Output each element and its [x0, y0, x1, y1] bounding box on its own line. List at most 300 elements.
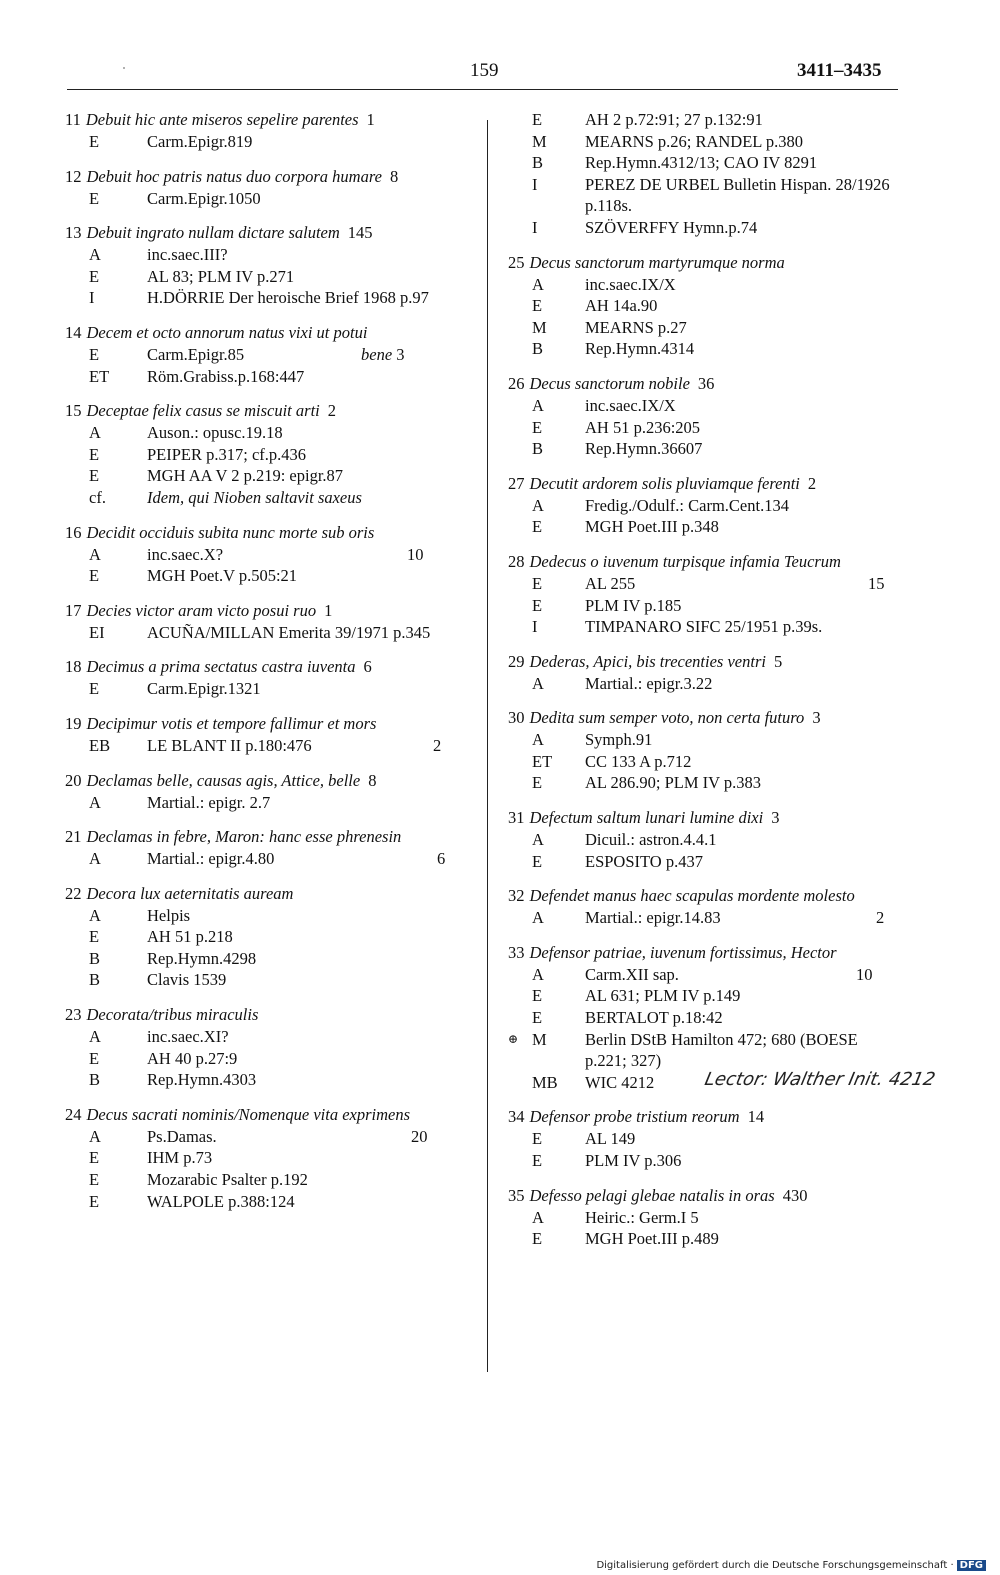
entry-headline	[508, 473, 898, 495]
source-line	[65, 444, 480, 466]
entry-count: 8	[368, 770, 377, 790]
source-code: EI	[89, 622, 105, 642]
source-reference: Rep.Hymn.4298	[147, 948, 257, 968]
entry-incipit: Decorata/tribus miraculis	[86, 1005, 259, 1025]
source-code: ET	[89, 366, 110, 386]
line-count: 2	[876, 908, 885, 928]
source-reference: CC 133 A p.712	[585, 751, 692, 771]
source-line	[65, 678, 480, 700]
source-reference: AL 149	[585, 1129, 636, 1149]
source-code: E	[89, 344, 100, 364]
entry-incipit: Dedecus o iuvenum turpisque infamia Teucrum	[529, 551, 841, 571]
entry-number: 33	[508, 942, 525, 962]
line-count: 6	[437, 849, 446, 869]
source-code: E	[532, 851, 543, 871]
entry-incipit: Debuit hoc patris natus duo corpora humare	[86, 166, 382, 186]
source-reference: MGH AA V 2 p.219: epigr.87	[147, 466, 344, 486]
source-reference: Carm.XII sap.	[585, 964, 679, 984]
entry-count: 8	[389, 166, 399, 186]
source-code: E	[532, 417, 543, 437]
source-code: A	[532, 964, 544, 984]
index-entry	[65, 109, 480, 153]
line-count: 10	[856, 964, 873, 984]
index-entry	[65, 600, 480, 644]
source-code: E	[89, 927, 100, 947]
source-reference: H.DÖRRIE Der heroische Brief 1968 p.97	[147, 288, 429, 308]
source-code: B	[89, 1070, 101, 1090]
source-reference: Helpis	[147, 905, 191, 925]
entry-headline	[65, 166, 480, 188]
source-reference: Mozarabic Psalter p.192	[147, 1170, 308, 1190]
entry-number: 11	[65, 110, 81, 129]
entry-number: 26	[508, 373, 525, 393]
source-line	[508, 595, 898, 617]
source-code: B	[89, 948, 101, 968]
scan-speck	[123, 67, 125, 69]
source-code: E	[89, 266, 100, 286]
source-code: E	[532, 110, 543, 129]
source-code: E	[532, 517, 543, 537]
footer-text: Digitalisierung gefördert durch die Deutsche Forschungsgemeinschaft ·	[596, 1560, 954, 1571]
source-line	[508, 1207, 898, 1229]
source-reference: AL 83; PLM IV p.271	[147, 266, 295, 286]
index-entry	[65, 522, 480, 587]
source-line	[508, 152, 898, 174]
source-line	[65, 244, 480, 266]
entry-headline	[65, 826, 480, 848]
source-line	[65, 1069, 480, 1091]
index-entry	[65, 1004, 480, 1091]
source-reference: Symph.91	[585, 730, 653, 750]
source-code: E	[532, 986, 543, 1006]
entry-incipit: Defendet manus haec scapulas mordente molesto	[529, 886, 855, 906]
source-reference: Ps.Damas.	[147, 1126, 217, 1146]
entry-number: 20	[65, 770, 82, 790]
source-code: E	[532, 1129, 543, 1149]
source-reference: Carm.Epigr.85	[147, 344, 245, 364]
entry-headline	[65, 400, 480, 422]
source-line	[508, 907, 898, 929]
entry-count: 1	[366, 110, 375, 129]
source-reference: Carm.Epigr.1321	[147, 679, 261, 699]
source-reference: Rep.Hymn.4303	[147, 1070, 257, 1090]
index-entry	[65, 656, 480, 700]
index-entry	[508, 109, 898, 239]
source-reference: ESPOSITO p.437	[585, 851, 703, 871]
entry-incipit: Defensor patriae, iuvenum fortissimus, Hector	[529, 942, 837, 962]
entry-incipit: Decora lux aeternitatis auream	[86, 883, 294, 903]
entry-number: 15	[65, 401, 82, 421]
source-line	[65, 969, 480, 991]
source-line	[65, 188, 480, 210]
source-code: I	[532, 174, 538, 194]
page-number: 159	[470, 60, 499, 81]
source-reference: ACUÑA/MILLAN Emerita 39/1971 p.345	[147, 622, 431, 642]
entry-headline	[508, 807, 898, 829]
source-line	[508, 985, 898, 1007]
entry-incipit: Dederas, Apici, bis trecenties ventri	[529, 651, 766, 671]
index-entry	[508, 373, 898, 460]
source-line	[508, 1228, 898, 1250]
index-entry	[65, 826, 480, 870]
source-code: M	[532, 317, 547, 337]
source-reference: inc.saec.III?	[147, 245, 228, 265]
entry-count: 5	[773, 651, 783, 671]
source-line	[65, 131, 480, 153]
source-code: E	[89, 1048, 100, 1068]
index-entry	[65, 322, 480, 387]
source-code: cf.	[89, 487, 106, 507]
source-line	[508, 573, 898, 595]
entry-headline	[65, 522, 480, 544]
entry-headline	[65, 322, 480, 344]
entry-number: 18	[65, 657, 82, 677]
index-entry	[508, 807, 898, 872]
source-code: E	[89, 188, 100, 208]
entry-incipit: Decidit occiduis subita nunc morte sub oris	[86, 522, 375, 542]
entry-incipit: Decem et octo annorum natus vixi ut potui	[86, 322, 368, 342]
source-code: A	[532, 908, 544, 928]
entry-number: 24	[65, 1104, 82, 1124]
source-reference: PEIPER p.317; cf.p.436	[147, 444, 307, 464]
entry-headline	[508, 1106, 898, 1128]
source-line	[65, 287, 480, 309]
source-reference: Auson.: opusc.19.18	[147, 423, 283, 443]
source-reference: MGH Poet.V p.505:21	[147, 566, 298, 586]
source-code: E	[89, 1148, 100, 1168]
entry-number: 23	[65, 1005, 82, 1025]
entry-incipit: Decipimur votis et tempore fallimur et mors	[86, 713, 377, 733]
source-reference: Martial.: epigr. 2.7	[147, 792, 271, 812]
source-line	[65, 565, 480, 587]
source-reference: WIC 4212	[585, 1072, 655, 1092]
source-line	[65, 266, 480, 288]
source-line	[65, 544, 480, 566]
entry-number: 21	[65, 827, 82, 847]
source-code: A	[89, 849, 101, 869]
entry-number: 31	[508, 808, 525, 828]
source-line	[508, 217, 898, 239]
source-line	[65, 1026, 480, 1048]
source-line	[65, 792, 480, 814]
entry-count: 3	[812, 708, 821, 728]
source-line	[65, 366, 480, 388]
source-code: A	[89, 905, 101, 925]
entry-incipit: Debuit ingrato nullam dictare salutem	[86, 223, 340, 243]
source-reference: PLM IV p.306	[585, 1151, 682, 1170]
line-count: 20	[411, 1126, 428, 1146]
entry-headline	[65, 883, 480, 905]
source-reference: TIMPANARO SIFC 25/1951 p.39s.	[585, 617, 823, 637]
source-line	[508, 338, 898, 360]
source-reference: MEARNS p.27	[585, 317, 687, 337]
source-reference: AL 631; PLM IV p.149	[585, 986, 741, 1006]
entry-range: 3411–3435	[797, 60, 882, 81]
entry-incipit: Decus sanctorum martyrumque norma	[529, 252, 785, 272]
line-count: 10	[407, 544, 424, 564]
source-reference: Heiric.: Germ.I 5	[585, 1207, 699, 1227]
entry-headline	[65, 1104, 480, 1126]
source-code: E	[532, 573, 543, 593]
entry-number: 35	[508, 1185, 525, 1205]
source-reference: AH 51 p.236:205	[585, 417, 701, 437]
source-line	[65, 848, 480, 870]
source-reference: SZÖVERFFY Hymn.p.74	[585, 217, 758, 237]
entry-incipit: Decus sacrati nominis/Nomenque vita exprimens	[86, 1104, 411, 1124]
entry-number: 29	[508, 651, 525, 671]
entry-headline	[508, 651, 898, 673]
source-line	[508, 1128, 898, 1150]
source-code: B	[89, 970, 101, 990]
source-line	[508, 673, 898, 695]
source-code: E	[89, 466, 100, 486]
entry-headline	[65, 713, 480, 735]
source-reference: Dicuil.: astron.4.4.1	[585, 830, 717, 850]
entry-number: 32	[508, 886, 525, 906]
source-reference: Martial.: epigr.14.83	[585, 908, 721, 928]
entry-headline	[65, 600, 480, 622]
source-line	[508, 174, 898, 217]
index-entry	[508, 942, 938, 1094]
entry-number: 27	[508, 473, 525, 493]
marker-symbol: ⊕	[508, 1031, 519, 1046]
source-line	[508, 438, 898, 460]
source-reference: AH 40 p.27:9	[147, 1048, 238, 1068]
source-line	[65, 344, 480, 366]
index-entry	[508, 885, 898, 929]
source-reference: Carm.Epigr.1050	[147, 188, 261, 208]
source-reference: Röm.Grabiss.p.168:447	[147, 366, 305, 386]
source-line	[508, 417, 898, 439]
source-code: E	[89, 1191, 100, 1211]
entry-count: 2	[327, 401, 336, 421]
source-line	[508, 1029, 898, 1072]
source-line	[508, 751, 898, 773]
source-reference: MGH Poet.III p.489	[585, 1229, 719, 1249]
source-code: M	[532, 131, 547, 151]
source-line	[508, 274, 898, 296]
entry-incipit: Decimus a prima sectatus castra iuventa	[86, 657, 356, 677]
footer-credit	[596, 1560, 986, 1571]
entry-number: 34	[508, 1107, 525, 1127]
entry-number: 16	[65, 522, 82, 542]
source-code: A	[532, 395, 544, 415]
source-code: A	[89, 245, 101, 265]
source-line	[65, 1169, 480, 1191]
source-line	[508, 829, 898, 851]
source-line	[65, 1048, 480, 1070]
index-entry	[65, 770, 480, 814]
source-line	[508, 495, 898, 517]
dfg-logo: DFG	[957, 1560, 986, 1571]
source-reference: AH 2 p.72:91; 27 p.132:91	[585, 110, 763, 129]
index-entry	[508, 1106, 898, 1171]
entry-incipit: Deceptae felix casus se miscuit arti	[86, 401, 320, 421]
source-line	[508, 964, 898, 986]
index-entry	[508, 1185, 898, 1250]
source-reference: PEREZ DE URBEL Bulletin Hispan. 28/1926 p.118s.	[585, 174, 890, 216]
source-reference: Martial.: epigr.3.22	[585, 673, 713, 693]
entry-incipit: Declamas belle, causas agis, Attice, belle	[86, 770, 361, 790]
source-reference: AL 255	[585, 573, 636, 593]
entry-count: 3	[771, 808, 780, 828]
source-code: E	[532, 296, 543, 316]
source-code: I	[532, 217, 538, 237]
entry-number: 14	[65, 322, 82, 342]
source-code: E	[532, 595, 543, 615]
source-reference: inc.saec.XI?	[147, 1027, 229, 1047]
entry-headline	[65, 656, 480, 678]
index-entry	[508, 707, 898, 794]
line-count: bene 3	[361, 344, 405, 364]
source-reference: Martial.: epigr.4.80	[147, 849, 275, 869]
entry-incipit: Debuit hic ante miseros sepelire parentes	[85, 110, 359, 129]
index-entry	[508, 651, 898, 695]
entry-headline	[65, 1004, 480, 1026]
entry-number: 12	[65, 166, 82, 186]
source-code: B	[532, 439, 544, 459]
source-reference: WALPOLE p.388:124	[147, 1191, 295, 1211]
source-code: A	[532, 673, 544, 693]
index-entry	[65, 1104, 480, 1212]
column-divider	[487, 120, 488, 1372]
source-line	[65, 487, 480, 509]
source-reference: MEARNS p.26; RANDEL p.380	[585, 131, 804, 151]
entry-incipit: Decies victor aram victo posui ruo	[86, 600, 317, 620]
source-reference: inc.saec.IX/X	[585, 395, 676, 415]
source-reference: PLM IV p.185	[585, 595, 682, 615]
source-line	[65, 622, 480, 644]
source-line	[508, 395, 898, 417]
entry-count: 14	[747, 1107, 765, 1127]
index-entry	[65, 883, 480, 991]
source-line	[508, 109, 898, 131]
source-reference: Rep.Hymn.4314	[585, 339, 695, 359]
source-code: I	[89, 288, 95, 308]
entry-count: 6	[363, 657, 372, 677]
entry-incipit: Defesso pelagi glebae natalis in oras	[529, 1185, 775, 1205]
source-reference: Fredig./Odulf.: Carm.Cent.134	[585, 495, 789, 515]
source-line	[65, 1126, 480, 1148]
source-code: B	[532, 339, 544, 359]
source-reference: inc.saec.IX/X	[585, 274, 676, 294]
right-column	[508, 109, 938, 1263]
index-entry	[65, 222, 480, 309]
left-column	[65, 109, 480, 1225]
header-rule	[67, 89, 898, 90]
source-reference: inc.saec.X?	[147, 544, 224, 564]
entry-incipit: Decutit ardorem solis pluviamque ferenti	[529, 473, 800, 493]
entry-incipit: Decus sanctorum nobile	[529, 373, 690, 393]
source-code: B	[532, 153, 544, 173]
index-entry	[65, 166, 480, 210]
line-count: 2	[433, 735, 442, 755]
index-entry	[508, 551, 898, 638]
entry-number: 28	[508, 551, 525, 571]
entry-count: 145	[347, 223, 373, 243]
source-line	[508, 295, 898, 317]
source-reference: Carm.Epigr.819	[147, 132, 253, 151]
source-reference: Rep.Hymn.36607	[585, 439, 703, 459]
entry-number: 19	[65, 713, 82, 733]
entry-incipit: Defectum saltum lunari lumine dixi	[529, 808, 764, 828]
entry-headline	[508, 373, 898, 395]
entry-number: 25	[508, 252, 525, 272]
source-code: E	[89, 132, 100, 151]
source-reference: AH 51 p.218	[147, 927, 233, 947]
source-code: A	[532, 1207, 544, 1227]
entry-number: 30	[508, 708, 525, 728]
source-code: A	[89, 544, 101, 564]
source-code: A	[89, 1126, 101, 1146]
source-reference: Berlin DStB Hamilton 472; 680 (BOESE p.221; 327)	[585, 1029, 858, 1071]
line-count: 15	[868, 573, 885, 593]
source-code: EB	[89, 735, 111, 755]
source-line	[65, 735, 480, 757]
source-line	[508, 1068, 938, 1094]
entry-headline	[508, 551, 898, 573]
source-reference: LE BLANT II p.180:476	[147, 735, 312, 755]
entry-incipit: Defensor probe tristium reorum	[529, 1107, 740, 1127]
source-line	[508, 516, 898, 538]
entry-headline	[65, 109, 480, 131]
source-line	[65, 948, 480, 970]
source-code: A	[532, 274, 544, 294]
source-line	[508, 772, 898, 794]
source-code: A	[89, 1027, 101, 1047]
entry-count: 1	[324, 600, 333, 620]
entry-headline	[508, 252, 898, 274]
source-line	[508, 851, 898, 873]
index-entry	[508, 252, 898, 360]
source-code: E	[532, 1151, 543, 1170]
source-line	[508, 1150, 898, 1172]
source-code: M	[532, 1029, 547, 1049]
index-entry	[65, 400, 480, 508]
source-code: A	[532, 495, 544, 515]
entry-headline	[508, 707, 898, 729]
entry-number: 13	[65, 223, 82, 243]
entry-incipit: Declamas in febre, Maron: hanc esse phrenesin	[86, 827, 402, 847]
source-code: E	[89, 566, 100, 586]
entry-headline	[65, 222, 480, 244]
source-reference: MGH Poet.III p.348	[585, 517, 719, 537]
source-reference: IHM p.73	[147, 1148, 213, 1168]
source-code: E	[89, 679, 100, 699]
source-reference: AL 286.90; PLM IV p.383	[585, 773, 762, 793]
entry-headline	[508, 885, 898, 907]
source-code: E	[89, 1170, 100, 1190]
source-line	[508, 1007, 898, 1029]
source-code: E	[89, 444, 100, 464]
source-line	[508, 131, 898, 153]
source-line	[508, 616, 898, 638]
source-reference: Idem, qui Nioben saltavit saxeus	[147, 487, 362, 507]
entry-headline	[65, 770, 480, 792]
source-code: ET	[532, 751, 553, 771]
entry-count: 36	[697, 373, 715, 393]
index-entry	[508, 473, 898, 538]
source-line	[65, 1147, 480, 1169]
source-code: E	[532, 773, 543, 793]
source-line	[508, 317, 898, 339]
source-line	[508, 729, 898, 751]
source-code: E	[532, 1229, 543, 1249]
source-line	[65, 465, 480, 487]
entry-headline	[508, 1185, 898, 1207]
entry-count: 2	[807, 473, 817, 493]
source-line	[65, 905, 480, 927]
